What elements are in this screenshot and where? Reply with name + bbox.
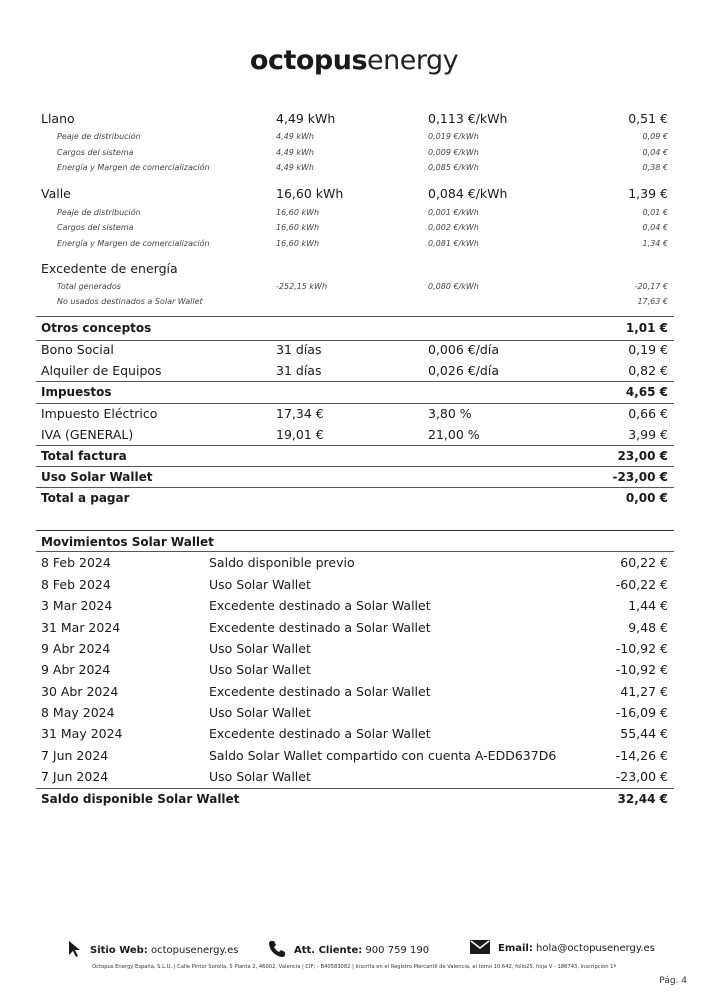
row-qty: 19,01 € bbox=[276, 427, 324, 442]
total-amount: 23,00 € bbox=[617, 449, 668, 463]
movimiento-row bbox=[41, 705, 668, 725]
section-total: 1,01 € bbox=[625, 321, 668, 335]
subrow-label: Energía y Margen de comercialización bbox=[57, 163, 210, 172]
mov-desc: Saldo disponible previo bbox=[209, 555, 355, 570]
total-label: Total factura bbox=[41, 449, 127, 463]
movimientos-title bbox=[41, 535, 668, 555]
row-label: Excedente de energía bbox=[41, 261, 178, 276]
footer-web[interactable] bbox=[68, 940, 239, 961]
mov-date: 7 Jun 2024 bbox=[41, 748, 109, 763]
row-label: Bono Social bbox=[41, 342, 114, 357]
mov-date: 8 Feb 2024 bbox=[41, 555, 111, 570]
subrow-qty: 16,60 kWh bbox=[276, 239, 320, 248]
subrow-label: Peaje de distribución bbox=[57, 132, 141, 141]
consumo-row-excedente bbox=[41, 261, 668, 281]
row-label: Valle bbox=[41, 186, 71, 201]
footer-web-label: Sitio Web: bbox=[90, 945, 148, 956]
consumo-subrow bbox=[41, 239, 668, 259]
section-label: Impuestos bbox=[41, 385, 112, 399]
footer-email-label: Email: bbox=[498, 943, 533, 954]
subrow-price: 0,009 €/kWh bbox=[428, 148, 479, 157]
footer-web-value[interactable]: octopusenergy.es bbox=[151, 945, 239, 956]
section-header-impuestos bbox=[41, 385, 668, 405]
mov-desc: Uso Solar Wallet bbox=[209, 662, 311, 677]
divider bbox=[36, 316, 674, 317]
envelope-icon bbox=[470, 940, 490, 957]
mov-amount: -10,92 € bbox=[615, 641, 668, 656]
subrow-label: No usados destinados a Solar Wallet bbox=[57, 297, 203, 306]
movimiento-row bbox=[41, 662, 668, 682]
section-total: 4,65 € bbox=[625, 385, 668, 399]
cursor-icon bbox=[68, 940, 82, 961]
mov-date: 3 Mar 2024 bbox=[41, 598, 113, 613]
logo-brand-light: energy bbox=[367, 45, 459, 76]
row-qty: 16,60 kWh bbox=[276, 186, 344, 201]
mov-amount: -60,22 € bbox=[615, 577, 668, 592]
subrow-amount: 0,04 € bbox=[642, 223, 668, 232]
mov-amount: 1,44 € bbox=[628, 598, 668, 613]
row-qty: 4,49 kWh bbox=[276, 111, 336, 126]
footer-phone-label: Att. Cliente: bbox=[294, 945, 363, 956]
row-label: IVA (GENERAL) bbox=[41, 427, 134, 442]
row-price: 21,00 % bbox=[428, 427, 480, 442]
subrow-amount: 17,63 € bbox=[637, 297, 668, 306]
section-header-otros bbox=[41, 321, 668, 341]
row-label: Alquiler de Equipos bbox=[41, 363, 162, 378]
row-label: Llano bbox=[41, 111, 75, 126]
mov-desc: Excedente destinado a Solar Wallet bbox=[209, 684, 431, 699]
subrow-amount: -20,17 € bbox=[634, 282, 668, 291]
mov-desc: Uso Solar Wallet bbox=[209, 641, 311, 656]
row-price: 0,026 €/día bbox=[428, 363, 499, 378]
subrow-qty: -252,15 kWh bbox=[276, 282, 328, 291]
mov-date: 8 Feb 2024 bbox=[41, 577, 111, 592]
otros-row bbox=[41, 363, 668, 383]
subrow-amount: 1,34 € bbox=[642, 239, 668, 248]
saldo-disponible-row bbox=[41, 792, 668, 812]
mov-amount: 60,22 € bbox=[620, 555, 668, 570]
mov-date: 30 Abr 2024 bbox=[41, 684, 119, 699]
movimiento-row bbox=[41, 684, 668, 704]
movimiento-row bbox=[41, 577, 668, 597]
mov-amount: -14,26 € bbox=[615, 748, 668, 763]
subrow-amount: 0,38 € bbox=[642, 163, 668, 172]
mov-desc: Uso Solar Wallet bbox=[209, 577, 311, 592]
mov-amount: -10,92 € bbox=[615, 662, 668, 677]
section-label: Movimientos Solar Wallet bbox=[41, 535, 214, 549]
footer-email[interactable] bbox=[470, 940, 655, 957]
saldo-amount: 32,44 € bbox=[617, 792, 668, 806]
total-a-pagar-row bbox=[41, 491, 668, 511]
row-amount: 0,82 € bbox=[628, 363, 668, 378]
row-amount: 1,39 € bbox=[628, 186, 668, 201]
divider bbox=[36, 340, 674, 341]
subrow-amount: 0,09 € bbox=[642, 132, 668, 141]
page-number: Pág. 4 bbox=[659, 976, 687, 986]
subrow-price: 0,002 €/kWh bbox=[428, 223, 479, 232]
subrow-price: 0,080 €/kWh bbox=[428, 282, 479, 291]
row-qty: 31 días bbox=[276, 342, 322, 357]
mov-desc: Uso Solar Wallet bbox=[209, 705, 311, 720]
subrow-qty: 4,49 kWh bbox=[276, 148, 314, 157]
subrow-label: Total generados bbox=[57, 282, 121, 291]
row-label: Impuesto Eléctrico bbox=[41, 406, 158, 421]
footer-email-value[interactable]: hola@octopusenergy.es bbox=[536, 943, 655, 954]
divider bbox=[36, 445, 674, 446]
mov-date: 9 Abr 2024 bbox=[41, 662, 111, 677]
section-label: Otros conceptos bbox=[41, 321, 152, 335]
subrow-price: 0,019 €/kWh bbox=[428, 132, 479, 141]
subrow-label: Cargos del sistema bbox=[57, 148, 134, 157]
divider bbox=[36, 466, 674, 467]
row-amount: 0,19 € bbox=[628, 342, 668, 357]
total-label: Total a pagar bbox=[41, 491, 130, 505]
row-amount: 0,66 € bbox=[628, 406, 668, 421]
subrow-qty: 16,60 kWh bbox=[276, 223, 320, 232]
subrow-label: Energía y Margen de comercialización bbox=[57, 239, 210, 248]
total-amount: 0,00 € bbox=[625, 491, 668, 505]
subrow-label: Peaje de distribución bbox=[57, 208, 141, 217]
movimiento-row bbox=[41, 769, 668, 789]
row-price: 0,006 €/día bbox=[428, 342, 499, 357]
row-qty: 31 días bbox=[276, 363, 322, 378]
mov-desc: Excedente destinado a Solar Wallet bbox=[209, 598, 431, 613]
divider bbox=[36, 551, 674, 552]
subrow-qty: 4,49 kWh bbox=[276, 163, 314, 172]
otros-row bbox=[41, 342, 668, 362]
logo-brand-bold: octopus bbox=[249, 45, 368, 76]
mov-amount: 55,44 € bbox=[620, 726, 668, 741]
row-price: 3,80 % bbox=[428, 406, 472, 421]
movimiento-row bbox=[41, 726, 668, 746]
consumo-subrow bbox=[41, 163, 668, 183]
subrow-qty: 16,60 kWh bbox=[276, 208, 320, 217]
saldo-label: Saldo disponible Solar Wallet bbox=[41, 792, 240, 806]
mov-desc: Saldo Solar Wallet compartido con cuenta A-EDD637D6 bbox=[209, 748, 557, 763]
total-amount: -23,00 € bbox=[612, 470, 668, 484]
mov-desc: Uso Solar Wallet bbox=[209, 769, 311, 784]
octopus-energy-logo bbox=[0, 47, 708, 74]
mov-desc: Excedente destinado a Solar Wallet bbox=[209, 620, 431, 635]
mov-amount: -23,00 € bbox=[615, 769, 668, 784]
row-price: 0,113 €/kWh bbox=[428, 111, 508, 126]
subrow-label: Cargos del sistema bbox=[57, 223, 134, 232]
subrow-price: 0,081 €/kWh bbox=[428, 239, 479, 248]
footer-phone-value[interactable]: 900 759 190 bbox=[365, 945, 430, 956]
divider bbox=[36, 487, 674, 488]
row-price: 0,084 €/kWh bbox=[428, 186, 508, 201]
mov-date: 9 Abr 2024 bbox=[41, 641, 111, 656]
total-label: Uso Solar Wallet bbox=[41, 470, 153, 484]
phone-icon bbox=[268, 940, 286, 961]
mov-date: 7 Jun 2024 bbox=[41, 769, 109, 784]
divider bbox=[36, 403, 674, 404]
movimiento-row bbox=[41, 641, 668, 661]
movimiento-row bbox=[41, 598, 668, 618]
footer-phone[interactable] bbox=[268, 940, 429, 961]
mov-amount: 9,48 € bbox=[628, 620, 668, 635]
subrow-price: 0,001 €/kWh bbox=[428, 208, 479, 217]
impuestos-row bbox=[41, 427, 668, 447]
subrow-qty: 4,49 kWh bbox=[276, 132, 314, 141]
consumo-subrow bbox=[41, 297, 668, 317]
divider bbox=[36, 381, 674, 382]
footer bbox=[0, 940, 708, 960]
divider bbox=[36, 530, 674, 531]
mov-amount: 41,27 € bbox=[620, 684, 668, 699]
divider bbox=[36, 788, 674, 789]
mov-date: 31 May 2024 bbox=[41, 726, 123, 741]
impuestos-row bbox=[41, 406, 668, 426]
mov-desc: Excedente destinado a Solar Wallet bbox=[209, 726, 431, 741]
movimiento-row bbox=[41, 620, 668, 640]
subrow-price: 0,085 €/kWh bbox=[428, 163, 479, 172]
movimiento-row bbox=[41, 555, 668, 575]
row-qty: 17,34 € bbox=[276, 406, 324, 421]
legal-text: Octopus Energy España, S.L.U. | Calle Pintor Sorolla, 5 Planta 2, 46002, Valencia | CIF; - B40583082 | Inscrita en el Registro Mercantil de Valencia, al tomo 10.642, folio25, hoja V - 186743, inscripción 1ª bbox=[92, 964, 616, 970]
mov-date: 8 May 2024 bbox=[41, 705, 115, 720]
subrow-amount: 0,01 € bbox=[642, 208, 668, 217]
mov-date: 31 Mar 2024 bbox=[41, 620, 121, 635]
row-amount: 0,51 € bbox=[628, 111, 668, 126]
subrow-amount: 0,04 € bbox=[642, 148, 668, 157]
mov-amount: -16,09 € bbox=[615, 705, 668, 720]
movimiento-row bbox=[41, 748, 668, 768]
consumo-row-valle bbox=[41, 186, 668, 206]
row-amount: 3,99 € bbox=[628, 427, 668, 442]
consumo-row-llano bbox=[41, 111, 668, 131]
